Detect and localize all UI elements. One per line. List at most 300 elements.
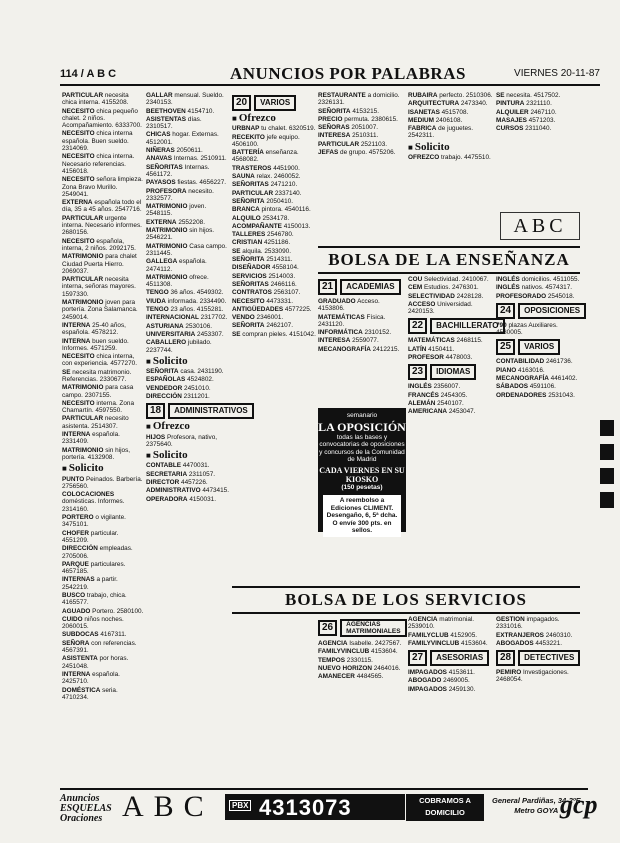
classified-ad: [496, 383, 580, 390]
ad-text: alquila. 2533090.: [240, 247, 291, 255]
classified-ad: [318, 648, 406, 655]
ad-keyword: VIUDA: [146, 297, 166, 305]
ad-keyword: ADMINISTRATIVO: [146, 487, 201, 495]
ad-text: necesito asistenta. 2514307.: [62, 415, 129, 430]
ad-keyword: SEÑORA: [62, 639, 90, 647]
column-4: [318, 92, 406, 242]
ad-text: 4153611.: [446, 669, 475, 677]
ad-keyword: ABOGADOS: [496, 639, 534, 647]
edge-marks: [600, 420, 614, 516]
ad-keyword: INGLÉS: [496, 284, 520, 292]
ad-text: 2451010.: [182, 384, 211, 392]
classified-ad: [62, 108, 144, 130]
section-idiomas: [408, 364, 494, 380]
classified-ad: [62, 671, 144, 686]
page-date: VIERNES 20-11-87: [514, 68, 600, 79]
classified-ad: [146, 131, 230, 146]
classified-ad: [232, 149, 316, 164]
subhead-solicito: ■ Solicito: [146, 358, 230, 365]
ad-keyword: ASISTENTAS: [146, 115, 187, 123]
classified-ad: [146, 471, 230, 478]
classified-ad: [62, 400, 144, 415]
ad-text: 2464016.: [371, 664, 401, 672]
ad-keyword: MATEMÁTICAS: [408, 337, 455, 345]
section-name: ACADEMIAS: [340, 279, 400, 295]
promo-price: (150 pesetas): [341, 483, 383, 491]
classified-ad: [62, 616, 144, 631]
classified-ad: [232, 256, 316, 263]
ad-text: 2453047.: [447, 408, 476, 416]
page-ref: 114 / A B C: [60, 68, 117, 80]
section-name: OPOSICIONES: [518, 303, 586, 319]
ad-text: 2317702.: [198, 314, 228, 322]
classified-ad: [232, 173, 316, 180]
classified-ad: [318, 108, 406, 115]
ad-text: 2514003.: [266, 272, 296, 280]
ad-text: 2540107.: [435, 399, 464, 407]
classified-ad: [496, 640, 580, 647]
ad-text: Portero. 2580100.: [90, 607, 144, 615]
ad-keyword: NUEVO HORIZON: [318, 664, 372, 672]
ad-text: o vigilante. 3475101.: [62, 514, 126, 529]
ad-text: 2311201.: [181, 392, 210, 400]
ad-text: compran pieles. 4151042.: [240, 330, 316, 338]
classified-ad: [232, 181, 316, 188]
classified-ad: [408, 669, 494, 676]
ad-text: nativos. 4574317.: [519, 284, 573, 292]
ad-text: chica pequeño chalet. 2 niños. Acompañamiento. 6333700.: [62, 107, 142, 130]
classified-ad: [62, 576, 144, 591]
ad-text: 4163016.: [516, 366, 545, 374]
ad-text: pintora. 4540116.: [259, 206, 311, 214]
classified-ad: [62, 238, 144, 253]
ad-text: impagados. 2331016.: [496, 616, 560, 631]
ad-text: 2530106.: [183, 322, 213, 330]
classified-ad: [146, 323, 230, 330]
footer-phone: 4313073: [259, 795, 352, 820]
ad-text: 4484565.: [354, 673, 384, 681]
classified-ad: [408, 640, 494, 647]
ad-keyword: MECANOGRAFÍA: [496, 375, 549, 383]
classified-ad: [232, 289, 316, 296]
classified-ad: [146, 219, 230, 226]
footer-left: Anuncios ESQUELAS Oraciones: [60, 793, 112, 824]
ad-keyword: SEÑORITAS: [232, 280, 269, 288]
ad-keyword: NECESITO: [232, 297, 265, 305]
ad-text: por horas. 2451048.: [62, 655, 129, 670]
ad-text: urgente interna. Necesario informes. 2680156.: [62, 214, 142, 237]
ad-keyword: BATTERÍA: [232, 149, 264, 157]
ad-keyword: MATRIMONIO: [146, 227, 188, 235]
classified-ad: [232, 322, 316, 329]
ad-text: enseñanza. 4568082.: [232, 149, 299, 164]
ad-keyword: INGLÉS: [408, 383, 432, 391]
classified-ad: [318, 337, 406, 344]
ad-text: particular. 4551209.: [62, 529, 119, 544]
ad-text: mensual. Sueldo. 2340153.: [146, 92, 224, 107]
ad-text: 2468115.: [454, 337, 483, 345]
ad-keyword: SEÑORITA: [232, 197, 265, 205]
ad-text: 23 años. 4155281.: [168, 306, 224, 314]
ad-keyword: EXTERNA: [62, 199, 93, 207]
classified-ad: [62, 92, 144, 107]
classified-ad: [62, 130, 144, 152]
promo-line2: todas las bases y convocatorias de oposiciones y concursos de la Comunidad de Madrid: [319, 433, 405, 463]
ad-text: 4457226.: [179, 479, 208, 487]
ad-text: 4150013.: [281, 222, 311, 230]
classified-ad: [408, 117, 494, 124]
ad-text: matrimonial. 2539010.: [408, 616, 475, 631]
ad-keyword: PARTICULAR: [232, 189, 274, 197]
ad-keyword: PINTURA: [496, 100, 525, 108]
ad-text: jefe equipo. 4506100.: [232, 133, 300, 148]
classified-ad: [62, 353, 144, 368]
ad-text: 4461402.: [548, 375, 578, 383]
section-varios-ensenanza: [496, 339, 580, 355]
ad-text: ofrece. 4511308.: [146, 273, 209, 289]
ad-keyword: SAUNA: [232, 173, 255, 181]
ad-text: 2311057.: [187, 470, 216, 478]
ad-text: para chalet Ciudad Puerta Hierro. 2069037.: [62, 253, 137, 275]
ad-keyword: PARTICULAR: [62, 92, 104, 99]
classified-ad: [496, 669, 580, 684]
footer-abc-logo: ABC: [122, 790, 214, 823]
academias-block: [318, 276, 406, 406]
ad-keyword: CUIDO: [62, 615, 83, 623]
ad-keyword: BUSCO: [62, 592, 86, 599]
classified-ad: [146, 385, 230, 392]
ad-keyword: SE: [232, 247, 241, 255]
classified-ad: [62, 631, 144, 638]
subhead-ofrezco: ■ Ofrezco: [232, 115, 316, 122]
classified-ad: [62, 276, 144, 298]
ad-keyword: NECESITO: [62, 153, 95, 161]
footer-address-line1: General Pardiñas, 34-2ºE: [492, 796, 581, 805]
ad-keyword: FAMILYVINCLUB: [408, 639, 460, 647]
classified-ad: [62, 384, 144, 399]
ad-text: Casa campo. 2311445.: [146, 242, 227, 257]
ad-text: española, interna, 2 niños. 2092175.: [62, 237, 136, 252]
section-name: ADMINISTRATIVOS: [168, 403, 254, 419]
classified-ad: [146, 339, 230, 354]
column-5: [408, 92, 494, 232]
section-number: 27: [408, 650, 427, 666]
classified-ad: [146, 393, 230, 400]
ad-text: 2461736.: [544, 358, 573, 366]
classified-ad: [146, 306, 230, 313]
ad-keyword: PARTICULAR: [62, 415, 104, 423]
ad-keyword: CEM: [408, 284, 423, 292]
ad-text: 2460310.: [543, 631, 573, 639]
section-number: 18: [146, 403, 165, 419]
ad-text: jubilado. 2237744.: [146, 339, 212, 354]
ad-keyword: VENDEDOR: [146, 384, 183, 392]
ad-text: perfecto. 2510306.: [437, 92, 493, 99]
classified-ad: [232, 231, 316, 238]
ad-text: a domicilio. 2326131.: [318, 92, 400, 107]
classified-ad: [62, 608, 144, 615]
la-oposicion-promo: [318, 408, 406, 532]
classified-ad: [496, 92, 580, 99]
ad-keyword: FAMILYCLUB: [408, 631, 449, 639]
ad-keyword: SE: [62, 368, 71, 376]
classified-ad: [408, 686, 494, 693]
section-asesorias: [408, 650, 494, 666]
classified-ad: [62, 253, 144, 275]
ad-text: 2469005.: [441, 677, 470, 685]
section-academias: [318, 279, 406, 295]
classified-ad: [408, 337, 494, 344]
classified-ad: [408, 284, 494, 291]
servicios-col-a: [318, 616, 406, 784]
classified-ad: [146, 462, 230, 469]
ad-keyword: CONTABLE: [146, 462, 182, 470]
ad-text: española todo el día, 35 a 45 años. 2547716.: [62, 199, 142, 214]
ad-keyword: UNIVERSITARIA: [146, 330, 196, 338]
ad-keyword: INFORMÁTICA: [318, 329, 363, 337]
ad-text: a partir. 2542219.: [62, 576, 118, 591]
section-detectives: [496, 650, 580, 666]
section-number: 22: [408, 318, 427, 334]
ad-text: 4515708.: [439, 108, 469, 116]
ad-keyword: NECESITO: [62, 399, 95, 407]
ad-keyword: AMANECER: [318, 673, 355, 681]
ad-keyword: TRASTEROS: [232, 164, 272, 172]
classified-ad: [496, 117, 580, 124]
classified-ad: [232, 190, 316, 197]
classified-ad: [146, 116, 230, 131]
classified-ad: [318, 124, 406, 131]
servicios-col-b: [408, 616, 494, 784]
ad-text: Acceso. 4153806.: [318, 298, 380, 313]
ad-text: trabajo, chica. 4165577.: [62, 592, 127, 607]
ad-text: 2050410.: [264, 197, 293, 205]
ad-keyword: DISEÑADOR: [232, 264, 271, 272]
classified-ad: [146, 274, 230, 289]
ad-text: empleadas. 2705006.: [62, 545, 133, 560]
section-number: 28: [496, 650, 515, 666]
classified-ad: [146, 164, 230, 179]
ad-text: domésticas. Informes. 2314160.: [62, 498, 125, 513]
classified-ad: [408, 616, 494, 631]
ad-text: 2471210.: [268, 181, 298, 189]
ad-keyword: EXTRANJEROS: [496, 631, 544, 639]
classified-ad: [62, 687, 144, 702]
classified-ad: [496, 284, 580, 291]
ad-text: 2466116.: [268, 280, 297, 288]
classified-ad: [146, 434, 230, 449]
ad-keyword: LATÍN: [408, 345, 427, 353]
classified-ad: [408, 408, 494, 415]
ad-keyword: PROFESORA: [146, 187, 187, 195]
footer-banner: [60, 788, 598, 824]
ad-text: 2311040.: [523, 125, 552, 133]
classified-ad: [232, 306, 316, 313]
classified-ad: [62, 431, 144, 446]
classified-ad: [318, 665, 406, 672]
classified-ad: [318, 657, 406, 664]
ad-keyword: MEDIUM: [408, 116, 434, 124]
ad-keyword: ACOMPAÑANTE: [232, 222, 282, 230]
ad-text: 2310152.: [362, 329, 392, 337]
ad-keyword: MATRIMONIO: [62, 299, 104, 307]
ad-text: Internas. 2510911.: [172, 155, 227, 163]
column-3: [232, 92, 316, 612]
classified-ad: [146, 243, 230, 258]
ad-text: 2467110.: [528, 108, 557, 116]
footer-phone-box: [225, 794, 405, 820]
ad-keyword: SEÑORITA: [232, 322, 265, 330]
classified-ad: [496, 100, 580, 107]
classified-ad: [62, 592, 144, 607]
ad-text: buen sueldo. Informes. 4571259.: [62, 337, 129, 352]
ad-keyword: FABRICA: [408, 125, 437, 133]
classified-ad: [408, 632, 494, 639]
ad-keyword: URBNAP: [232, 125, 260, 133]
classified-ad: [408, 301, 494, 316]
ad-text: Universidad. 2420153.: [408, 300, 473, 316]
ad-keyword: PROFESORADO: [496, 292, 547, 300]
classified-ad: [146, 376, 230, 383]
ad-text: plazas Auxiliares. 4580005.: [496, 321, 558, 337]
classified-ad: [146, 496, 230, 503]
ad-keyword: DOMÉSTICA: [62, 686, 101, 694]
ad-keyword: VENDO: [232, 314, 255, 322]
classified-ad: [146, 331, 230, 338]
ad-text: necesita matrimonio. Referencias. 2330677.: [62, 368, 132, 383]
ad-text: casa. 2431190.: [178, 368, 224, 376]
ad-keyword: AGUADO: [62, 607, 91, 615]
ad-text: española. 2425710.: [62, 670, 120, 686]
ad-keyword: SEÑORITAS: [232, 181, 269, 189]
ad-text: 4558104.: [270, 264, 299, 272]
ad-keyword: BRANCA: [232, 206, 260, 214]
classified-ad: [146, 108, 230, 115]
ad-text: tu chalet. 6320519.: [259, 125, 316, 133]
ad-text: 4153215.: [350, 107, 379, 115]
ad-text: 4167311.: [98, 631, 127, 639]
ad-keyword: HIJOS: [146, 433, 166, 441]
ad-text: 2514311.: [264, 256, 293, 264]
page-title: ANUNCIOS POR PALABRAS: [230, 64, 466, 83]
ad-keyword: CHOFER: [62, 529, 89, 537]
ad-keyword: CURSOS: [496, 125, 524, 133]
section-name: IDIOMAS: [430, 364, 476, 380]
classified-ad: [62, 299, 144, 321]
ad-text: 36 años. 4549302.: [168, 289, 224, 297]
ad-text: 4524802.: [185, 376, 214, 384]
ad-text: chica interna, con experiencia. 4577270.: [62, 353, 137, 368]
ad-text: 2545018.: [546, 292, 575, 300]
ad-text: 2406108.: [433, 116, 463, 124]
classified-ad: [232, 215, 316, 222]
classified-ad: [408, 392, 494, 399]
classified-ad: [496, 109, 580, 116]
ad-text: Profesora, nativo, 2375640.: [146, 433, 218, 448]
ad-keyword: PIANO: [496, 366, 517, 374]
classified-ad: [62, 476, 144, 491]
ad-keyword: SEÑORITAS: [146, 163, 183, 171]
ad-text: niños noches. 2060015.: [62, 615, 124, 631]
ad-keyword: INTERNA: [62, 670, 91, 678]
ad-keyword: CONTRATOS: [232, 289, 272, 297]
ad-text: 2459130.: [446, 685, 476, 693]
ad-keyword: PRECIO: [318, 115, 343, 123]
subhead-solicito: ■ Solicito: [62, 465, 144, 472]
classified-ad: [62, 369, 144, 384]
ad-text: necesita interna, señoras mayores. 1597330.: [62, 276, 136, 298]
ad-text: Estudios. 2476301.: [422, 284, 479, 292]
ad-keyword: ISANETAS: [408, 108, 440, 116]
classified-ad: [318, 314, 406, 329]
ad-text: Isabelle. 2427567.: [347, 640, 402, 647]
ad-text: seria. 4710234.: [62, 686, 118, 701]
ad-text: 4453221.: [533, 639, 563, 647]
classified-ad: [318, 132, 406, 139]
ad-keyword: EXTERNA: [146, 218, 177, 226]
ad-text: relax. 2460052.: [254, 173, 301, 181]
classified-ad: [232, 239, 316, 246]
section-number: 21: [318, 279, 337, 295]
ad-keyword: PARTICULAR: [62, 276, 104, 284]
ad-text: necesita. 4517502.: [504, 92, 561, 99]
ad-text: 4571203.: [526, 116, 556, 124]
ad-keyword: ACCESO: [408, 300, 436, 308]
classified-ad: [146, 147, 230, 154]
ad-text: 4577225.: [283, 305, 312, 313]
ad-keyword: DIRECCIÓN: [146, 392, 182, 400]
ad-keyword: MECANOGRAFÍA: [318, 345, 371, 353]
ad-text: 4150031.: [187, 495, 216, 503]
ad-text: Física. 2431120.: [318, 313, 386, 328]
ad-text: 2428128.: [454, 292, 484, 300]
promo-title: LA OPOSICIÓN: [318, 419, 406, 434]
classified-ad: [232, 206, 316, 213]
ad-text: 2552208.: [176, 218, 205, 226]
ad-keyword: PUNTO: [62, 475, 85, 483]
section-administrativos: [146, 403, 248, 419]
ad-text: 2473340.: [459, 100, 488, 108]
promo-inner: A reembolso a Ediciones CLIMENT. Desengaño, 6, 5ª dcha. O envíe 300 pts. en sellos.: [323, 495, 401, 537]
classified-ad: [62, 338, 144, 353]
footer-gcp-logo: gcp: [560, 790, 598, 819]
ad-text: 2412215.: [370, 345, 400, 353]
ad-keyword: NECESITO: [62, 237, 95, 245]
ad-keyword: INTERNACIONAL: [146, 314, 199, 322]
ad-keyword: INTERNA: [62, 337, 91, 345]
classified-ad: [496, 293, 580, 300]
ad-keyword: ANAVAS: [146, 155, 173, 163]
classified-ad: [408, 354, 494, 361]
ad-text: 4152905.: [448, 631, 478, 639]
classified-ad: [408, 677, 494, 684]
classified-ad: [318, 329, 406, 336]
ad-keyword: ABOGADO: [408, 677, 442, 685]
ad-keyword: ASTURIANA: [146, 322, 184, 330]
classified-ad: [146, 487, 230, 494]
ad-text: 4153604.: [459, 639, 488, 647]
classified-ad: [408, 109, 494, 116]
ad-text: fiestas. 4656227.: [175, 179, 227, 187]
ad-keyword: MATEMÁTICAS: [318, 313, 365, 321]
ad-text: Peinados. Barbería. 2756560.: [62, 475, 143, 490]
classified-ad: [318, 673, 406, 680]
footer-cobramos: COBRAMOS A DOMICILIO: [406, 794, 484, 821]
ad-text: 4478003.: [443, 354, 473, 362]
classified-ad: [496, 367, 580, 374]
classified-ad: [408, 154, 494, 161]
ad-keyword: NIÑERAS: [146, 147, 175, 155]
